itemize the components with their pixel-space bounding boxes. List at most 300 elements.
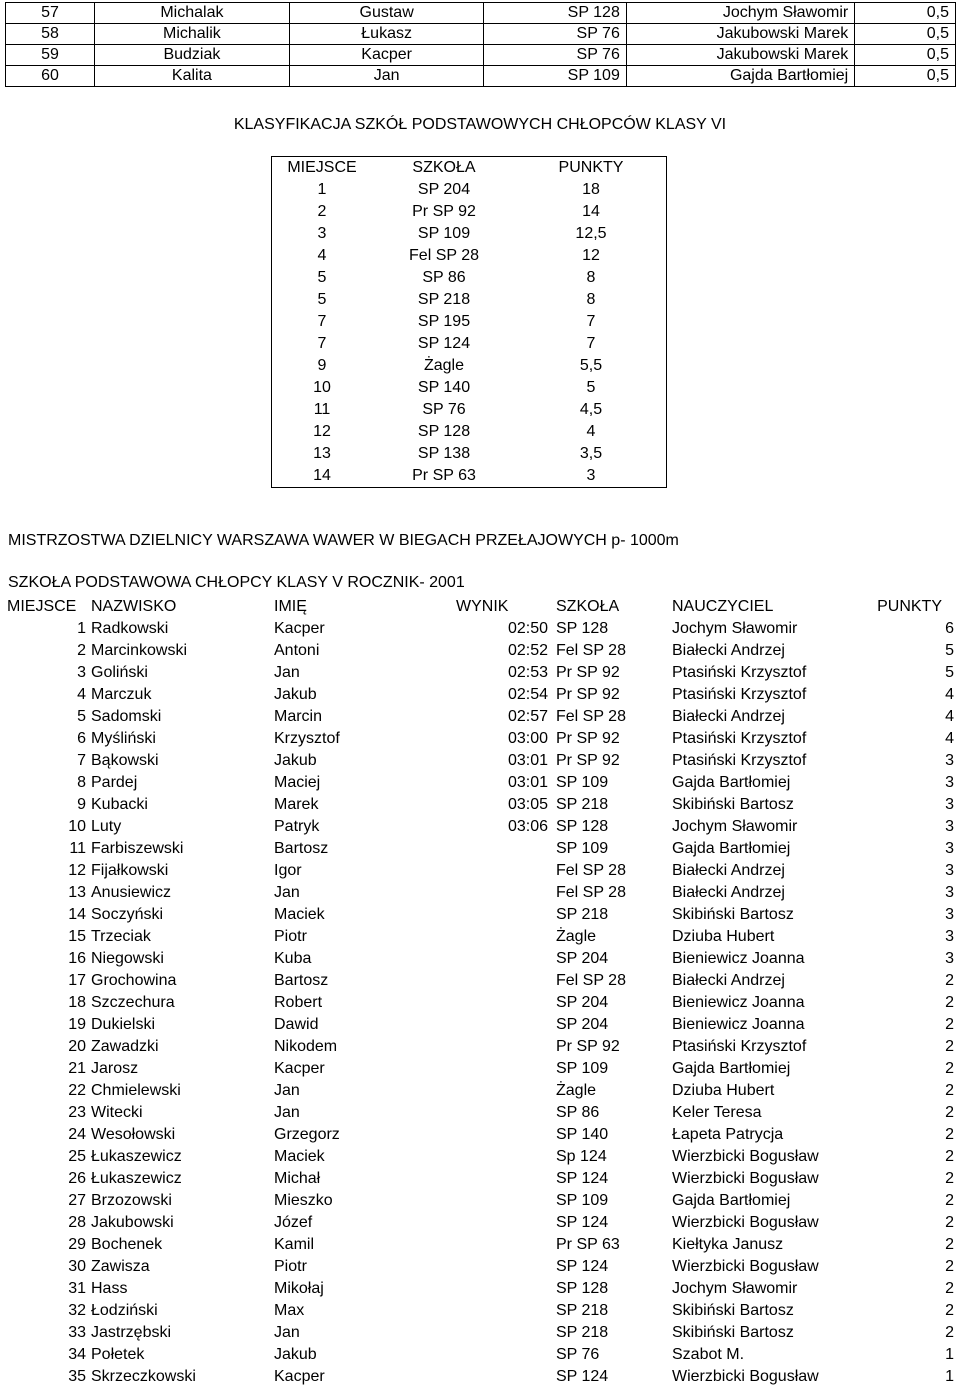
cell-points: 2: [945, 1214, 954, 1231]
cell-first-name: Jan: [274, 664, 300, 681]
cell-school: SP 204: [556, 994, 609, 1011]
cell-place: 27: [68, 1192, 86, 1209]
cell-teacher: Gajda Bartłomiej: [626, 66, 854, 87]
cell-teacher: Jochym Sławomir: [672, 1280, 798, 1297]
cell-school: SP 76: [422, 401, 466, 418]
cell-last-name: Łodziński: [91, 1302, 158, 1319]
cell-place: 31: [68, 1280, 86, 1297]
table-row: [272, 267, 667, 289]
table-row: [272, 399, 667, 421]
cell-first-name: Jan: [289, 66, 484, 87]
race-title: SZKOŁA PODSTAWOWA CHŁOPCY KLASY V ROCZNIK- 2001: [8, 574, 465, 591]
cell-place: 18: [68, 994, 86, 1011]
cell-place: 20: [68, 1038, 86, 1055]
cell-last-name: Hass: [91, 1280, 128, 1297]
cell-last-name: Bochenek: [91, 1236, 163, 1253]
cell-school: Sp 124: [556, 1148, 607, 1165]
cell-last-name: Budziak: [94, 45, 289, 66]
list-item: [0, 992, 960, 1014]
cell-last-name: Soczyński: [91, 906, 164, 923]
cell-points: 3: [945, 862, 954, 879]
cell-first-name: Kacper: [274, 1368, 325, 1385]
cell-place: 3: [77, 664, 86, 681]
list-item: [0, 904, 960, 926]
header-teacher: NAUCZYCIEL: [672, 598, 774, 615]
cell-teacher: Ptasiński Krzysztof: [672, 1038, 807, 1055]
cell-school: SP 204: [417, 181, 471, 198]
cell-school: SP 218: [556, 1324, 609, 1341]
cell-points: 2: [945, 1258, 954, 1275]
cell-last-name: Brzozowski: [91, 1192, 172, 1209]
cell-teacher: Wierzbicki Bogusław: [672, 1170, 819, 1187]
cell-teacher: Jakubowski Marek: [626, 45, 854, 66]
table-row: [272, 443, 667, 465]
cell-points: 4: [586, 423, 596, 440]
cell-place: 7: [317, 335, 327, 352]
cell-points: 0,5: [855, 45, 956, 66]
cell-school: SP 124: [556, 1214, 609, 1231]
school-ranking-title: KLASYFIKACJA SZKÓŁ PODSTAWOWYCH CHŁOPCÓW KLASY VI: [233, 116, 727, 133]
cell-first-name: Marek: [274, 796, 319, 813]
cell-place: 58: [6, 24, 95, 45]
cell-last-name: Dukielski: [91, 1016, 156, 1033]
cell-points: 1: [945, 1368, 954, 1385]
cell-points: 2: [945, 1082, 954, 1099]
list-item: [0, 1146, 960, 1168]
cell-first-name: Jakub: [274, 1346, 317, 1363]
list-item: [0, 1014, 960, 1036]
cell-teacher: Wierzbicki Bogusław: [672, 1214, 819, 1231]
cell-points: 2: [945, 1060, 954, 1077]
cell-points: 3: [945, 796, 954, 813]
table-row: [6, 24, 956, 45]
cell-place: 29: [68, 1236, 86, 1253]
header-first-name: IMIĘ: [274, 598, 307, 615]
cell-teacher: Kiełtyka Janusz: [672, 1236, 784, 1253]
cell-place: 22: [68, 1082, 86, 1099]
cell-first-name: Kuba: [274, 950, 312, 967]
table-row: [272, 333, 667, 355]
table-row: [272, 355, 667, 377]
previous-results-body: [6, 3, 956, 87]
table-row: [272, 179, 667, 201]
cell-points: 4: [945, 708, 954, 725]
cell-last-name: Fijałkowski: [91, 862, 169, 879]
cell-school: SP 218: [556, 906, 609, 923]
cell-points: 8: [586, 291, 596, 308]
cell-last-name: Zawisza: [91, 1258, 150, 1275]
cell-school: SP 204: [556, 1016, 609, 1033]
cell-school: SP 109: [556, 1192, 609, 1209]
cell-last-name: Chmielewski: [91, 1082, 181, 1099]
cell-teacher: Skibiński Bartosz: [672, 1324, 794, 1341]
cell-school: Fel SP 28: [556, 708, 626, 725]
cell-place: 25: [68, 1148, 86, 1165]
cell-points: 12: [582, 247, 600, 264]
cell-place: 28: [68, 1214, 86, 1231]
cell-last-name: Jarosz: [91, 1060, 139, 1077]
cell-place: 12: [68, 862, 86, 879]
cell-teacher: Jochym Sławomir: [626, 3, 854, 24]
cell-points: 2: [945, 1126, 954, 1143]
cell-first-name: Piotr: [274, 928, 307, 945]
cell-first-name: Kacper: [289, 45, 484, 66]
list-item: [0, 794, 960, 816]
cell-place: 16: [68, 950, 86, 967]
header-place: MIEJSCE: [287, 159, 357, 176]
cell-last-name: Anusiewicz: [91, 884, 172, 901]
list-item: [0, 1058, 960, 1080]
cell-teacher: Bieniewicz Joanna: [672, 994, 805, 1011]
cell-school: Fel SP 28: [409, 247, 479, 264]
cell-place: 7: [317, 313, 327, 330]
cell-time: 02:52: [507, 642, 548, 659]
cell-time: 02:50: [507, 620, 548, 637]
cell-school: SP 76: [556, 1346, 600, 1363]
cell-school: Fel SP 28: [556, 884, 626, 901]
cell-place: 5: [317, 269, 327, 286]
list-item: [0, 970, 960, 992]
cell-school: SP 128: [556, 818, 609, 835]
cell-school: Żagle: [423, 357, 465, 374]
cell-school: SP 109: [556, 774, 609, 791]
list-item: [0, 640, 960, 662]
cell-teacher: Skibiński Bartosz: [672, 1302, 794, 1319]
cell-points: 18: [582, 181, 600, 198]
table-row: [272, 311, 667, 333]
list-item: [0, 1256, 960, 1278]
cell-school: SP 109: [556, 840, 609, 857]
cell-last-name: Luty: [91, 818, 122, 835]
cell-place: 10: [313, 379, 331, 396]
cell-last-name: Myśliński: [91, 730, 156, 747]
cell-first-name: Robert: [274, 994, 323, 1011]
cell-points: 3: [945, 840, 954, 857]
cell-school: SP 204: [556, 950, 609, 967]
cell-first-name: Michał: [274, 1170, 321, 1187]
cell-points: 3: [945, 928, 954, 945]
cell-place: 3: [317, 225, 327, 242]
cell-teacher: Bieniewicz Joanna: [672, 1016, 805, 1033]
cell-school: SP 109: [556, 1060, 609, 1077]
list-item: [0, 838, 960, 860]
cell-place: 21: [68, 1060, 86, 1077]
table-row: [6, 66, 956, 87]
cell-points: 3: [945, 818, 954, 835]
cell-last-name: Szczechura: [91, 994, 175, 1011]
table-row: [272, 421, 667, 443]
cell-first-name: Max: [274, 1302, 305, 1319]
cell-teacher: Ptasiński Krzysztof: [672, 686, 807, 703]
cell-first-name: Patryk: [274, 818, 320, 835]
cell-last-name: Łukaszewicz: [91, 1148, 182, 1165]
cell-points: 2: [945, 1192, 954, 1209]
list-item: [0, 816, 960, 838]
cell-last-name: Witecki: [91, 1104, 143, 1121]
results-body: [0, 618, 960, 1388]
cell-last-name: Kubacki: [91, 796, 148, 813]
header-place: MIEJSCE: [7, 598, 77, 615]
cell-school: SP 128: [484, 3, 626, 24]
table-row: [272, 201, 667, 223]
table-row: [272, 223, 667, 245]
cell-school: SP 218: [556, 1302, 609, 1319]
list-item: [0, 1234, 960, 1256]
cell-first-name: Mieszko: [274, 1192, 333, 1209]
header-time: WYNIK: [456, 598, 509, 615]
cell-points: 2: [945, 994, 954, 1011]
cell-place: 1: [77, 620, 86, 637]
list-item: [0, 618, 960, 640]
cell-teacher: Jakubowski Marek: [626, 24, 854, 45]
cell-first-name: Maciek: [274, 906, 325, 923]
cell-first-name: Piotr: [274, 1258, 307, 1275]
cell-school: SP 76: [484, 45, 626, 66]
cell-first-name: Dawid: [274, 1016, 319, 1033]
cell-school: Fel SP 28: [556, 862, 626, 879]
cell-school: Fel SP 28: [556, 972, 626, 989]
cell-last-name: Jastrzębski: [91, 1324, 172, 1341]
cell-place: 4: [317, 247, 327, 264]
cell-points: 3: [945, 950, 954, 967]
cell-points: 3: [945, 906, 954, 923]
cell-place: 57: [6, 3, 95, 24]
cell-first-name: Krzysztof: [274, 730, 340, 747]
cell-first-name: Jan: [274, 884, 300, 901]
cell-first-name: Igor: [274, 862, 302, 879]
list-item: [0, 1168, 960, 1190]
list-item: [0, 882, 960, 904]
cell-teacher: Ptasiński Krzysztof: [672, 730, 807, 747]
cell-first-name: Bartosz: [274, 972, 329, 989]
cell-place: 13: [68, 884, 86, 901]
list-item: [0, 948, 960, 970]
cell-last-name: Wesołowski: [91, 1126, 176, 1143]
cell-time: 03:05: [507, 796, 548, 813]
list-item: [0, 662, 960, 684]
cell-place: 14: [68, 906, 86, 923]
cell-first-name: Kacper: [274, 620, 325, 637]
cell-points: 3: [945, 752, 954, 769]
cell-school: SP 86: [556, 1104, 600, 1121]
cell-school: SP 218: [417, 291, 471, 308]
table-row: [6, 45, 956, 66]
header-last-name: NAZWISKO: [91, 598, 177, 615]
cell-school: Pr SP 92: [556, 664, 620, 681]
cell-place: 14: [313, 467, 331, 484]
cell-teacher: Dziuba Hubert: [672, 1082, 775, 1099]
cell-place: 6: [77, 730, 86, 747]
cell-last-name: Radkowski: [91, 620, 169, 637]
cell-first-name: Antoni: [274, 642, 320, 659]
cell-school: Pr SP 92: [412, 203, 476, 220]
list-item: [0, 1366, 960, 1388]
header-points: PUNKTY: [558, 159, 624, 176]
cell-time: 03:01: [507, 774, 548, 791]
cell-school: SP 138: [417, 445, 471, 462]
cell-points: 2: [945, 972, 954, 989]
cell-place: 13: [313, 445, 331, 462]
cell-first-name: Grzegorz: [274, 1126, 340, 1143]
cell-last-name: Skrzeczkowski: [91, 1368, 196, 1385]
cell-last-name: Bąkowski: [91, 752, 159, 769]
cell-teacher: Łapeta Patrycja: [672, 1126, 784, 1143]
results-list: [0, 596, 960, 1388]
cell-points: 3: [586, 467, 596, 484]
header-points: PUNKTY: [877, 598, 942, 615]
cell-school: SP 128: [417, 423, 471, 440]
cell-teacher: Gajda Bartłomiej: [672, 774, 791, 791]
cell-school: SP 128: [556, 1280, 609, 1297]
cell-place: 17: [68, 972, 86, 989]
cell-place: 23: [68, 1104, 86, 1121]
cell-points: 12,5: [575, 225, 607, 242]
list-item: [0, 1080, 960, 1102]
cell-points: 5: [945, 642, 954, 659]
cell-teacher: Gajda Bartłomiej: [672, 1060, 791, 1077]
list-item: [0, 1278, 960, 1300]
school-ranking-body: [272, 179, 667, 488]
cell-place: 11: [69, 840, 86, 857]
cell-points: 0,5: [855, 66, 956, 87]
cell-place: 1: [317, 181, 327, 198]
cell-place: 5: [77, 708, 86, 725]
cell-points: 2: [945, 1016, 954, 1033]
cell-school: SP 124: [417, 335, 471, 352]
list-item: [0, 750, 960, 772]
cell-school: Pr SP 63: [556, 1236, 620, 1253]
list-item: [0, 926, 960, 948]
list-item: [0, 728, 960, 750]
cell-first-name: Kacper: [274, 1060, 325, 1077]
list-item: [0, 706, 960, 728]
cell-points: 0,5: [855, 3, 956, 24]
cell-place: 32: [68, 1302, 86, 1319]
cell-school: SP 76: [484, 24, 626, 45]
cell-place: 60: [6, 66, 95, 87]
cell-last-name: Jakubowski: [91, 1214, 174, 1231]
cell-place: 12: [313, 423, 331, 440]
cell-time: 03:00: [507, 730, 548, 747]
cell-place: 35: [68, 1368, 86, 1385]
cell-place: 19: [68, 1016, 86, 1033]
list-item: [0, 1322, 960, 1344]
cell-points: 7: [586, 335, 596, 352]
cell-place: 33: [68, 1324, 86, 1341]
table-row: [272, 465, 667, 488]
school-ranking-table: [271, 156, 667, 488]
list-item: [0, 1212, 960, 1234]
cell-school: SP 124: [556, 1368, 609, 1385]
cell-points: 1: [945, 1346, 954, 1363]
previous-results-table: [5, 2, 956, 87]
cell-last-name: Goliński: [91, 664, 148, 681]
cell-first-name: Marcin: [274, 708, 323, 725]
cell-place: 2: [317, 203, 327, 220]
cell-first-name: Józef: [274, 1214, 313, 1231]
cell-points: 3,5: [579, 445, 603, 462]
cell-teacher: Ptasiński Krzysztof: [672, 664, 807, 681]
cell-teacher: Ptasiński Krzysztof: [672, 752, 807, 769]
cell-teacher: Białecki Andrzej: [672, 862, 785, 879]
list-item: [0, 1102, 960, 1124]
cell-school: SP 86: [422, 269, 466, 286]
cell-place: 11: [313, 401, 331, 418]
cell-first-name: Jan: [274, 1082, 300, 1099]
cell-place: 7: [77, 752, 86, 769]
cell-points: 2: [945, 1324, 954, 1341]
cell-school: Pr SP 92: [556, 752, 620, 769]
cell-school: Pr SP 63: [412, 467, 476, 484]
cell-first-name: Nikodem: [274, 1038, 338, 1055]
cell-points: 7: [586, 313, 596, 330]
cell-time: 02:54: [507, 686, 548, 703]
cell-teacher: Keler Teresa: [672, 1104, 762, 1121]
cell-school: Żagle: [556, 928, 597, 945]
cell-teacher: Białecki Andrzej: [672, 708, 785, 725]
cell-place: 4: [77, 686, 86, 703]
cell-points: 4,5: [579, 401, 603, 418]
header-school: SZKOŁA: [556, 598, 620, 615]
cell-points: 3: [945, 774, 954, 791]
cell-first-name: Jan: [274, 1324, 300, 1341]
cell-first-name: Bartosz: [274, 840, 329, 857]
cell-last-name: Farbiszewski: [91, 840, 184, 857]
list-item: [0, 1036, 960, 1058]
cell-first-name: Gustaw: [289, 3, 484, 24]
cell-school: Pr SP 92: [556, 686, 620, 703]
cell-points: 8: [586, 269, 596, 286]
cell-school: Pr SP 92: [556, 1038, 620, 1055]
cell-first-name: Mikołaj: [274, 1280, 324, 1297]
cell-teacher: Jochym Sławomir: [672, 818, 798, 835]
cell-points: 5: [945, 664, 954, 681]
cell-place: 9: [317, 357, 327, 374]
cell-points: 4: [945, 686, 954, 703]
header-school: SZKOŁA: [412, 159, 476, 176]
cell-school: SP 109: [484, 66, 626, 87]
cell-time: 03:01: [507, 752, 548, 769]
cell-place: 30: [68, 1258, 86, 1275]
cell-teacher: Bieniewicz Joanna: [672, 950, 805, 967]
cell-school: SP 109: [417, 225, 471, 242]
cell-school: SP 124: [556, 1258, 609, 1275]
cell-place: 26: [68, 1170, 86, 1187]
cell-points: 2: [945, 1170, 954, 1187]
cell-teacher: Białecki Andrzej: [672, 972, 785, 989]
cell-points: 2: [945, 1148, 954, 1165]
cell-points: 6: [945, 620, 954, 637]
cell-points: 14: [582, 203, 600, 220]
cell-time: 02:53: [507, 664, 548, 681]
cell-time: 02:57: [507, 708, 548, 725]
cell-teacher: Gajda Bartłomiej: [672, 840, 791, 857]
meet-title: MISTRZOSTWA DZIELNICY WARSZAWA WAWER W BIEGACH PRZEŁAJOWYCH p- 1000m: [8, 532, 679, 549]
list-item: [0, 860, 960, 882]
table-row: [272, 377, 667, 399]
cell-school: SP 195: [417, 313, 471, 330]
cell-first-name: Maciek: [274, 1148, 325, 1165]
cell-school: SP 128: [556, 620, 609, 637]
cell-last-name: Niegowski: [91, 950, 164, 967]
cell-teacher: Dziuba Hubert: [672, 928, 775, 945]
table-row: [272, 289, 667, 311]
cell-place: 8: [77, 774, 86, 791]
cell-last-name: Trzeciak: [91, 928, 151, 945]
cell-place: 15: [68, 928, 86, 945]
cell-teacher: Białecki Andrzej: [672, 642, 785, 659]
cell-points: 5,5: [579, 357, 603, 374]
